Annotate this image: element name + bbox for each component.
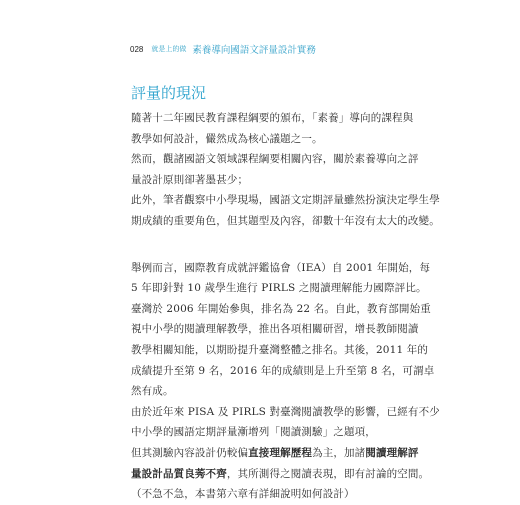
text-segment: 教學相關知能，以期盼提升臺灣整體之排名。其後，2011 年的 [131, 343, 429, 356]
text-segment: 成績提升至第 9 名，2016 年的成績則是上升至第 8 名，可謂卓 [131, 364, 435, 377]
text-line [131, 129, 391, 150]
text-segment: 然而，觀諸國語文領域課程綱要相關內容，關於素養導向之評 [131, 153, 419, 166]
text-segment: 由於近年來 PISA 及 PIRLS 對臺灣閱讀教學的影響，已經有不少 [131, 405, 440, 418]
section-title: 評量的現況 [131, 84, 207, 102]
text-segment: ，其所測得之閱讀表現，即有討論的空間。 [226, 467, 430, 480]
text-line [131, 443, 419, 464]
bold-text: 直接理解歷程 [248, 446, 313, 459]
text-segment: 但其測驗內容設計仍較偏 [131, 446, 249, 459]
text-line [131, 484, 391, 505]
bold-text: 閱讀理解評 [365, 446, 419, 459]
text-line [131, 258, 431, 279]
text-segment: 為主，加諸 [312, 446, 366, 459]
text-line [131, 211, 440, 232]
text-line [131, 299, 431, 320]
running-header [130, 41, 316, 57]
text-line [131, 361, 435, 382]
page-number: 028 [130, 44, 144, 54]
text-segment: 教學如何設計，儼然成為核心議題之一。 [131, 132, 323, 145]
text-segment: 期成績的重要角色，但其題型及內容，卻數十年沒有太大的改變。 [131, 214, 440, 227]
text-segment: 中小學的國語定期評量漸增列「閱讀測驗」之題項， [131, 426, 376, 439]
book-title: 素養導向國語文評量設計實務 [192, 45, 316, 56]
text-line [131, 278, 427, 299]
text-line [131, 464, 430, 485]
body-text [131, 108, 440, 505]
text-line [131, 190, 440, 211]
text-segment: 視中小學的閱讀理解教學，推出各項相關研習，增長教師閱讀 [131, 323, 419, 336]
paragraph-gap [131, 232, 391, 258]
text-segment: 舉例而言，國際教育成就評鑑協會（IEA）自 2001 年開始，每 [131, 261, 431, 274]
text-segment: 5 年即針對 10 歲學生進行 PIRLS 之閱讀理解能力國際評比。 [131, 282, 427, 295]
text-line [131, 108, 414, 129]
text-segment: 此外，筆者觀察中小學現場，國語文定期評量雖然扮演決定學生學 [131, 194, 440, 207]
text-line [131, 422, 391, 443]
series-name: 就是上的做 [151, 45, 187, 53]
text-segment: 量設計原則卻著墨甚少； [131, 173, 249, 186]
text-segment: 然有成。 [131, 385, 174, 398]
text-line [131, 381, 391, 402]
text-line [131, 402, 440, 423]
text-line [131, 170, 391, 191]
text-segment: 隨著十二年國民教育課程綱要的頒布，「素養」導向的課程與 [131, 112, 414, 124]
text-segment: 臺灣於 2006 年開始參與，排名為 22 名。自此，教育部開始重 [131, 302, 431, 315]
text-line [131, 340, 429, 361]
text-segment: （不急不急，本書第六章有詳細說明如何設計） [131, 488, 355, 501]
bold-text: 量設計品質良莠不齊 [131, 467, 227, 480]
text-line [131, 149, 419, 170]
text-line [131, 319, 419, 340]
